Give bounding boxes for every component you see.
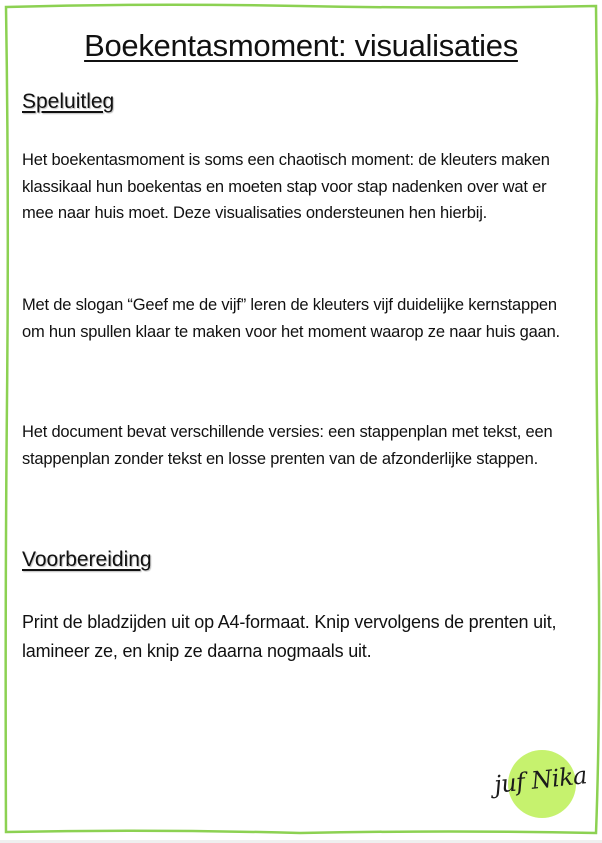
page-title: Boekentasmoment: visualisaties (84, 28, 518, 63)
paragraph-slogan: Met de slogan “Geef me de vijf” leren de kleuters vijf duidelijke kernstappen om hun spullen klaar te maken voor het moment waarop ze naar huis gaan. (22, 296, 560, 341)
logo-juf-nika: juf Nika (492, 761, 589, 799)
section-heading-speluitleg: Speluitleg (22, 90, 115, 113)
paragraph-preparation: Print de bladzijden uit op A4-formaat. Knip vervolgens de prenten uit, lamineer ze, en knip ze daarna nogmaals uit. (22, 612, 557, 661)
section-heading-voorbereiding: Voorbereiding (22, 548, 152, 571)
paragraph-intro: Het boekentasmoment is soms een chaotisch moment: de kleuters maken klassikaal hun boekentas en moeten stap voor stap nadenken over wat er mee naar huis moet. Deze visualisaties ondersteunen hen hierbij. (22, 151, 550, 222)
paragraph-versions: Het document bevat verschillende versies: een stappenplan met tekst, een stappenplan zonder tekst en losse prenten van de afzonderlijke stappen. (22, 423, 553, 468)
